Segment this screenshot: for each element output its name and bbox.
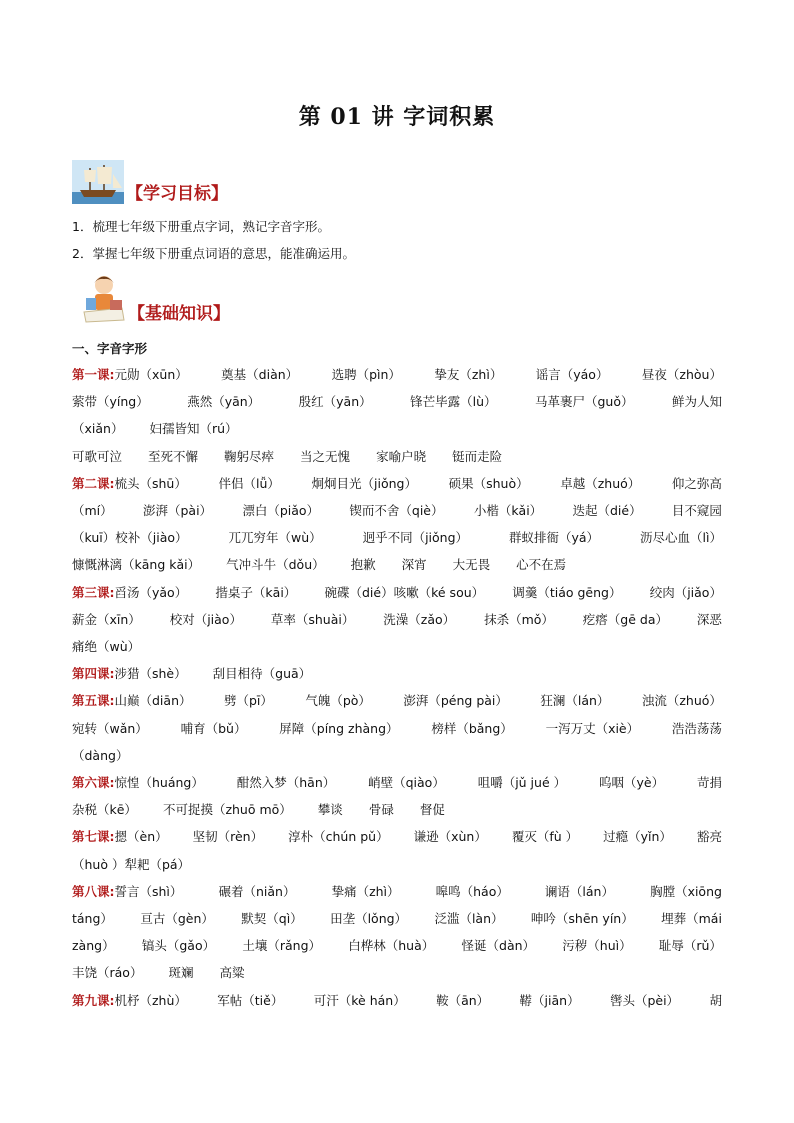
lesson-label: 第四课:: [72, 666, 115, 681]
vocab-word: 迥乎不同（jiǒng）: [362, 530, 469, 545]
vocab-word: （dàng）: [72, 748, 129, 763]
vocab-line: [72, 854, 722, 874]
lesson-first-word: [72, 773, 204, 791]
vocab-word: 淳朴（chún pǔ）: [288, 829, 389, 844]
vocab-word: 苛捐: [696, 775, 722, 790]
page-title: 第 01 讲 字词积累: [298, 104, 496, 130]
lesson-first-word: [72, 691, 192, 709]
vocab-word: 抱歉: [350, 557, 376, 572]
vocab-word: 谰语（lán）: [544, 884, 614, 899]
vocab-word: 马革裹尸（guǒ）: [534, 394, 634, 409]
lesson-label: 第八课:: [72, 884, 115, 899]
vocab-word: 军帖（tiě）: [217, 993, 284, 1008]
vocab-word: 污秽（huì）: [562, 938, 632, 953]
vocab-word: （huò ）犁耙（pá）: [72, 857, 191, 872]
section-label: 【基础知识】: [128, 304, 230, 324]
vocab-line: [72, 908, 722, 928]
vocab-word: 亘古（gèn）: [140, 911, 214, 926]
vocab-word: 迭起（dié）: [572, 503, 642, 518]
vocab-word: 锲而不舍（qiè）: [349, 503, 444, 518]
vocab-word: 山巅（diān）: [114, 693, 192, 708]
vocab-line: [72, 663, 722, 683]
vocab-word: 鞠躬尽瘁: [224, 449, 275, 464]
vocab-word: 誓言（shì）: [114, 884, 183, 899]
vocab-word: 浩浩荡荡: [671, 721, 722, 736]
vocab-word: 泛滥（làn）: [434, 911, 504, 926]
lesson-first-word: [72, 664, 187, 682]
vocab-word: 舀汤（yǎo）: [114, 585, 188, 600]
vocab-line: [72, 718, 722, 738]
vocab-word: 怪诞（dàn）: [461, 938, 536, 953]
vocab-word: 坚韧（rèn）: [192, 829, 264, 844]
vocab-line: [72, 391, 722, 411]
vocab-line: [72, 690, 722, 710]
vocab-line: [72, 826, 722, 846]
vocab-word: 胡: [709, 993, 722, 1008]
vocab-word: 兀兀穷年（wù）: [228, 530, 322, 545]
vocab-word: 不可捉摸（zhuō mō）: [162, 802, 292, 817]
vocab-word: zàng）: [72, 938, 115, 953]
lesson-label: 第一课:: [72, 367, 115, 382]
lesson-label: 第三课:: [72, 585, 115, 600]
vocab-word: 可汗（kè hán）: [313, 993, 406, 1008]
lesson-label: 第五课:: [72, 693, 115, 708]
vocab-word: 群蚁排衙（yá）: [508, 530, 600, 545]
vocab-word: 土壤（rǎng）: [242, 938, 321, 953]
vocab-word: 奠基（diàn）: [221, 367, 299, 382]
vocab-word: 屏障（píng zhàng）: [279, 721, 399, 736]
vocab-word: 大无畏: [452, 557, 491, 572]
vocab-word: 榜样（bǎng）: [431, 721, 513, 736]
goal-item-1: 1．梳理七年级下册重点字词，熟记字音字形。: [72, 219, 330, 234]
vocab-word: 机杼（zhù）: [114, 993, 187, 1008]
ship-icon: [72, 160, 124, 204]
vocab-line: [72, 364, 722, 384]
vocab-word: 哺育（bǔ）: [180, 721, 247, 736]
vocab-word: 咀嚼（jǔ jué ）: [477, 775, 567, 790]
vocab-line: [72, 418, 722, 438]
vocab-word: 谣言（yáo）: [535, 367, 609, 382]
vocab-word: 摁（èn）: [114, 829, 168, 844]
vocab-word: 刮目相待（guā）: [212, 666, 312, 681]
vocab-word: 斑斓: [168, 965, 194, 980]
vocab-word: 澎湃（pài）: [142, 503, 213, 518]
vocab-line: [72, 636, 722, 656]
vocab-word: 仰之弥高: [671, 476, 722, 491]
vocab-word: 一泻万丈（xiè）: [545, 721, 640, 736]
vocab-word: 狂澜（lán）: [540, 693, 610, 708]
vocab-word: 选聘（pìn）: [331, 367, 401, 382]
vocab-word: 可歌可泣: [72, 449, 123, 464]
lesson-label: 第六课:: [72, 775, 115, 790]
vocab-word: 锋芒毕露（lù）: [410, 394, 497, 409]
section-basic-knowledge: [80, 272, 230, 324]
vocab-word: 镐头（gǎo）: [141, 938, 216, 953]
vocab-line: [72, 935, 722, 955]
vocab-word: 督促: [419, 802, 445, 817]
goal-item-2: 2．掌握七年级下册重点词语的意思，能准确运用。: [72, 246, 355, 261]
vocab-word: 嗥鸣（háo）: [435, 884, 509, 899]
vocab-word: 疙瘩（gē da）: [582, 612, 668, 627]
vocab-line: [72, 527, 722, 547]
vocab-word: 伴侣（lǚ）: [218, 476, 280, 491]
vocab-word: 碾着（niǎn）: [218, 884, 296, 899]
vocab-word: 白桦林（huà）: [348, 938, 435, 953]
vocab-word: 呜咽（yè）: [598, 775, 665, 790]
vocab-word: （kuī）校补（jiào）: [72, 530, 188, 545]
lesson-first-word: [72, 583, 187, 601]
vocab-line: [72, 609, 722, 629]
vocab-word: 气冲斗牛（dǒu）: [226, 557, 325, 572]
vocab-word: 至死不懈: [148, 449, 199, 464]
vocab-word: 萦带（yíng）: [72, 394, 149, 409]
vocab-word: 杂税（kē）: [72, 802, 137, 817]
vocab-word: 浊流（zhuó）: [641, 693, 722, 708]
lesson-label: 第九课:: [72, 993, 115, 1008]
vocab-word: 高粱: [219, 965, 245, 980]
vocab-word: 绞肉（jiǎo）: [649, 585, 722, 600]
lesson-first-word: [72, 365, 188, 383]
lesson-first-word: [72, 882, 182, 900]
vocab-word: 当之无愧: [300, 449, 351, 464]
vocab-word: 峭壁（qiào）: [368, 775, 445, 790]
lesson-label: 第七课:: [72, 829, 115, 844]
vocab-word: 覆灭（fù ）: [511, 829, 579, 844]
vocab-word: 呻吟（shēn yín）: [530, 911, 634, 926]
vocab-word: （mí）: [72, 503, 113, 518]
vocab-word: 校对（jiào）: [169, 612, 242, 627]
vocab-word: 深宵: [401, 557, 427, 572]
lesson-first-word: [72, 827, 168, 845]
lesson-first-word: [72, 474, 187, 492]
vocab-word: 默契（qì）: [241, 911, 303, 926]
vocab-word: 痛绝（wù）: [72, 639, 141, 654]
vocab-word: 鞯（jiān）: [519, 993, 580, 1008]
vocab-word: 炯炯目光（jiǒng）: [311, 476, 417, 491]
vocab-word: 骨碌: [368, 802, 394, 817]
vocab-word: 深恶: [696, 612, 722, 627]
vocab-word: 挚痛（zhì）: [331, 884, 400, 899]
vocab-line: [72, 772, 722, 792]
vocab-word: 谦逊（xùn）: [413, 829, 487, 844]
vocab-word: 气魄（pò）: [305, 693, 371, 708]
vocab-word: 殷红（yān）: [298, 394, 372, 409]
vocab-word: 耻辱（rǔ）: [658, 938, 722, 953]
vocab-line: [72, 554, 722, 574]
vocab-word: 丰饶（ráo）: [72, 965, 143, 980]
section-label: 【学习目标】: [126, 184, 228, 204]
vocab-line: [72, 962, 722, 982]
vocab-line: [72, 582, 722, 602]
vocab-word: 家喻户晓: [376, 449, 427, 464]
vocab-line: [72, 500, 722, 520]
vocab-line: [72, 745, 722, 765]
lesson-label: 第二课:: [72, 476, 115, 491]
lesson-first-word: [72, 991, 187, 1009]
vocab-line: [72, 799, 722, 819]
vocab-word: 慷慨淋漓（kāng kǎi）: [72, 557, 201, 572]
vocab-word: 劈（pī）: [223, 693, 273, 708]
vocab-word: 胸膛（xiōng: [650, 884, 722, 899]
vocab-word: 辔头（pèi）: [609, 993, 680, 1008]
vocab-word: 漂白（piǎo）: [242, 503, 320, 518]
vocab-word: 洗澡（zǎo）: [383, 612, 456, 627]
vocab-word: 心不在焉: [516, 557, 567, 572]
vocab-word: 涉猎（shè）: [114, 666, 187, 681]
vocab-word: 挚友（zhì）: [434, 367, 503, 382]
vocab-word: 卓越（zhuó）: [560, 476, 641, 491]
vocab-word: 揩桌子（kāi）: [215, 585, 297, 600]
vocab-word: 惊惶（huáng）: [114, 775, 204, 790]
vocab-word: 鞍（ān）: [436, 993, 490, 1008]
vocab-line: [72, 881, 722, 901]
vocab-word: 硕果（shuò）: [448, 476, 529, 491]
vocab-word: 目不窥园: [671, 503, 722, 518]
vocab-word: 攀谈: [317, 802, 343, 817]
vocab-word: 小楷（kǎi）: [473, 503, 543, 518]
vocab-word: 昼夜（zhòu）: [641, 367, 722, 382]
section-learning-goals: [72, 160, 228, 204]
vocab-word: 沥尽心血（lì）: [640, 530, 722, 545]
subheading-pronunciation: 一、字音字形: [72, 341, 148, 356]
vocab-word: 鲜为人知: [671, 394, 722, 409]
vocab-word: táng）: [72, 911, 113, 926]
vocab-word: 铤而走险: [452, 449, 503, 464]
vocab-word: 田垄（lǒng）: [330, 911, 408, 926]
vocab-word: 宛转（wǎn）: [72, 721, 148, 736]
vocab-word: 过瘾（yǐn）: [603, 829, 672, 844]
vocab-word: （xiǎn）: [72, 421, 124, 436]
vocab-word: 元勋（xūn）: [114, 367, 188, 382]
student-reading-icon: [80, 272, 126, 324]
vocab-word: 埋葬（mái: [661, 911, 722, 926]
vocab-word: 草率（shuài）: [270, 612, 355, 627]
vocab-line: [72, 990, 722, 1010]
vocab-word: 碗碟（dié）咳嗽（ké sou）: [324, 585, 485, 600]
vocab-word: 妇孺皆知（rú）: [149, 421, 238, 436]
vocab-line: [72, 473, 722, 493]
vocab-word: 澎湃（péng pài）: [403, 693, 508, 708]
vocab-line: [72, 446, 722, 466]
vocab-word: 梳头（shū）: [114, 476, 187, 491]
vocab-word: 酣然入梦（hān）: [236, 775, 336, 790]
vocab-word: 抹杀（mǒ）: [484, 612, 554, 627]
vocab-word: 调羹（tiáo gēng）: [512, 585, 622, 600]
vocab-word: 薪金（xīn）: [72, 612, 141, 627]
vocab-word: 豁亮: [696, 829, 722, 844]
vocab-word: 燕然（yān）: [187, 394, 261, 409]
